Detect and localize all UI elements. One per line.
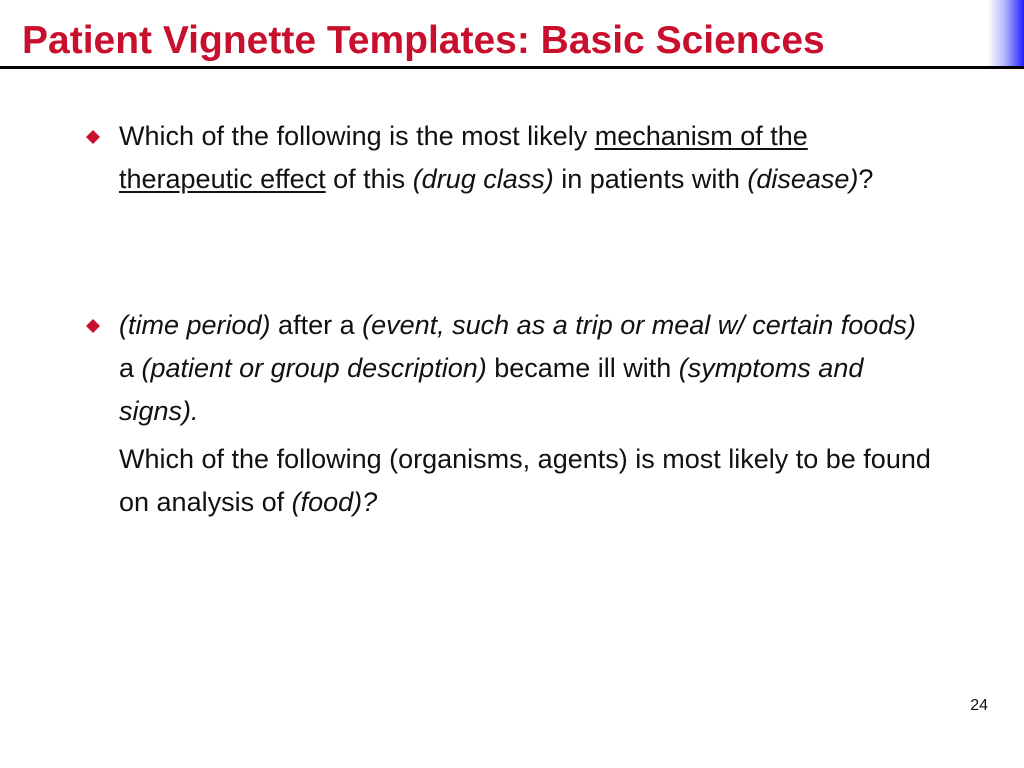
text-segment: ? xyxy=(858,164,874,194)
placeholder-symptoms: (symptoms and signs). xyxy=(119,353,864,426)
text-segment: became ill with xyxy=(486,353,679,383)
diamond-bullet-icon xyxy=(84,317,102,335)
text-segment: after a xyxy=(270,310,363,340)
diamond-bullet-icon xyxy=(84,128,102,146)
corner-gradient-decoration xyxy=(988,0,1024,68)
placeholder-drug-class: (drug class) xyxy=(412,164,554,194)
placeholder-time-period: (time period) xyxy=(119,310,271,340)
placeholder-food: (food)? xyxy=(291,487,378,517)
text-segment: of this xyxy=(325,164,413,194)
text-segment: Which of the following (organisms, agents) is most likely to be found on analysis of xyxy=(119,444,931,517)
underlined-term: mechanism of the therapeutic effect xyxy=(119,121,808,194)
slide-title: Patient Vignette Templates: Basic Sciences xyxy=(22,19,825,62)
placeholder-patient-description: (patient or group description) xyxy=(141,353,487,383)
bullet-continuation-text xyxy=(119,438,934,524)
text-segment: a xyxy=(119,353,142,383)
bullet-text xyxy=(119,115,934,201)
placeholder-disease: (disease) xyxy=(747,164,859,194)
title-divider xyxy=(0,66,1024,69)
text-segment: Which of the following is the most likely xyxy=(119,121,595,151)
bullet-text xyxy=(119,304,934,433)
page-number: 24 xyxy=(970,697,988,714)
placeholder-event: (event, such as a trip or meal w/ certain foods) xyxy=(362,310,916,340)
text-segment: in patients with xyxy=(553,164,748,194)
bullet-item-mechanism xyxy=(84,115,934,201)
bullet-item-vignette xyxy=(84,304,934,524)
